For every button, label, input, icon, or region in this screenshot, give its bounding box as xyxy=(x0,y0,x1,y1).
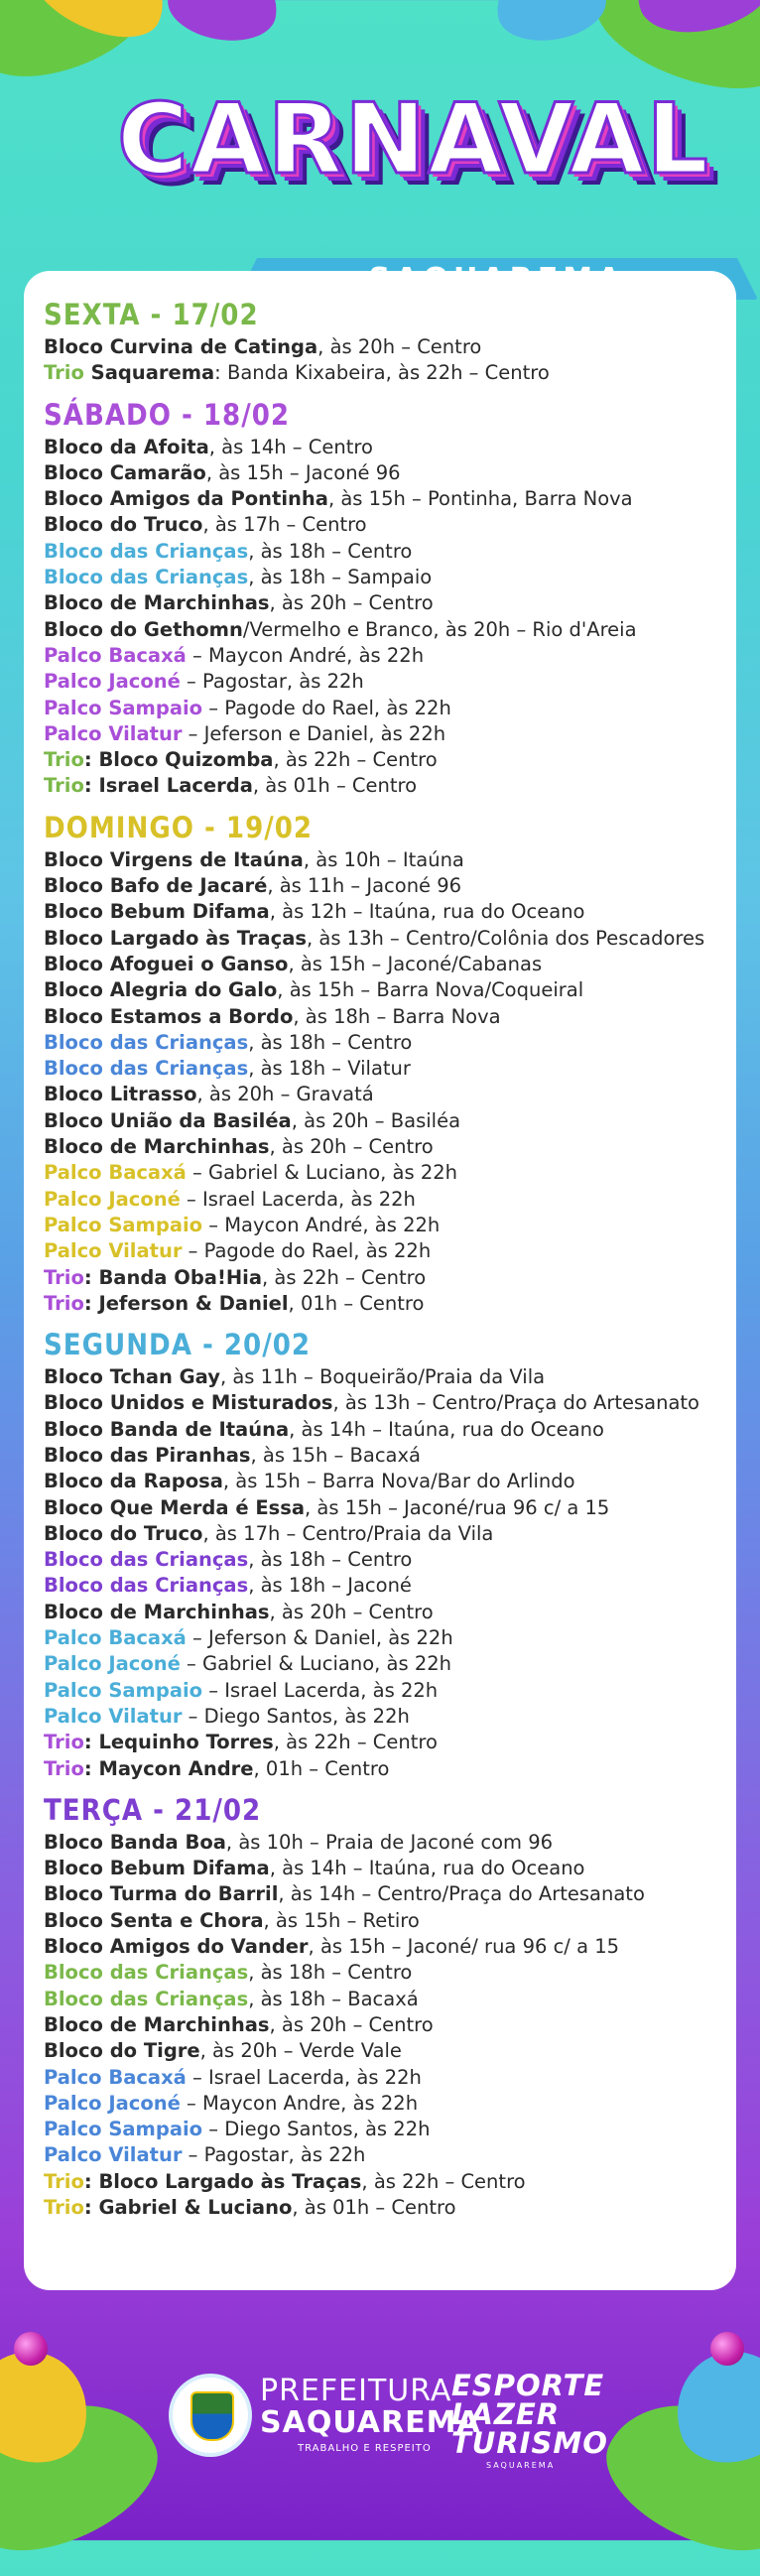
event-details: – Pagostar, às 22h xyxy=(180,670,364,694)
event-item xyxy=(44,2065,718,2091)
event-name: Palco Sampaio xyxy=(44,1213,203,1236)
event-item xyxy=(44,1417,718,1443)
event-name: Palco Bacaxá xyxy=(44,1161,187,1185)
event-details: – Diego Santos, às 22h xyxy=(202,2118,431,2141)
prefeitura-crest-icon xyxy=(173,2378,248,2453)
event-name: Bloco da Raposa xyxy=(44,1470,223,1493)
event-details: , às 20h – Centro xyxy=(269,591,434,615)
event-details: , às 20h – Basiléa xyxy=(291,1108,461,1132)
event-name: Palco Vilatur xyxy=(44,1704,183,1728)
day-section xyxy=(44,395,718,800)
event-details: , às 22h – Centro xyxy=(262,1265,427,1289)
event-item xyxy=(44,486,718,512)
secretaria-sub: SAQUAREMA xyxy=(486,2461,556,2470)
event-name: Bloco das Crianças xyxy=(44,1961,249,1985)
event-name: Trio xyxy=(44,1291,84,1315)
event-details: – Jeferson e Daniel, às 22h xyxy=(182,721,446,745)
event-item xyxy=(44,1082,718,1107)
event-item xyxy=(44,1108,718,1134)
event-item xyxy=(44,1678,718,1704)
event-item xyxy=(44,1004,718,1030)
event-item xyxy=(44,2117,718,2142)
event-details: , às 14h – Centro xyxy=(208,435,373,458)
event-item xyxy=(44,460,718,486)
event-name: Bloco do Gethomn xyxy=(44,617,243,641)
event-details: , às 15h – Pontinha, Barra Nova xyxy=(327,487,633,511)
event-item xyxy=(44,1390,718,1416)
event-item xyxy=(44,1600,718,1625)
event-item xyxy=(44,1521,718,1547)
event-details: , às 10h – Praia de Jaconé com 96 xyxy=(225,1830,554,1854)
event-name: Trio xyxy=(44,2196,84,2219)
event-item xyxy=(44,773,718,799)
event-name: Bloco Que Merda é Essa xyxy=(44,1495,306,1519)
event-name: Trio xyxy=(44,748,84,772)
event-item xyxy=(44,617,718,643)
event-item xyxy=(44,1056,718,1082)
event-details: , às 20h – Centro xyxy=(317,335,482,358)
schedule-list xyxy=(44,295,718,2229)
day-section xyxy=(44,808,718,1317)
event-item xyxy=(44,1030,718,1056)
event-item xyxy=(44,1213,718,1238)
event-name: Bloco das Crianças xyxy=(44,1030,249,1054)
event-item xyxy=(44,926,718,952)
event-item xyxy=(44,1443,718,1469)
event-name: Bloco Largado às Traças xyxy=(44,926,307,950)
prefeitura-name: PREFEITURA xyxy=(260,2374,452,2408)
decor-ball-right xyxy=(710,2332,744,2366)
event-details: , às 01h – Centro xyxy=(252,774,418,798)
event-item xyxy=(44,1730,718,1755)
event-act: : Maycon Andre xyxy=(83,1756,254,1780)
event-details: , às 17h – Centro xyxy=(202,513,367,537)
event-item xyxy=(44,1625,718,1651)
event-details: , às 18h – Centro xyxy=(248,1548,413,1572)
title-logo xyxy=(117,83,710,212)
event-name: Bloco das Crianças xyxy=(44,566,249,589)
event-item xyxy=(44,847,718,873)
event-details: , às 20h – Centro xyxy=(269,1135,434,1159)
event-name: Bloco Bebum Difama xyxy=(44,900,270,924)
event-details: , às 15h – Barra Nova/Coqueiral xyxy=(277,978,584,1002)
event-item xyxy=(44,721,718,747)
event-details: – Maycon Andre, às 22h xyxy=(180,2091,419,2115)
event-details: , às 22h – Centro xyxy=(361,2169,526,2193)
event-act: : Lequinho Torres xyxy=(83,1731,274,1754)
event-details: , às 15h – Jaconé 96 xyxy=(205,460,401,484)
event-details: , às 17h – Centro/Praia da Vila xyxy=(202,1521,494,1545)
event-item xyxy=(44,1881,718,1907)
event-item xyxy=(44,1830,718,1856)
page-title: CARNAVAL xyxy=(117,83,710,196)
event-item xyxy=(44,1547,718,1573)
event-details: , às 10h – Itaúna xyxy=(303,847,464,871)
day-title: SEXTA - 17/02 xyxy=(44,298,259,331)
event-name: Bloco Banda de Itaúna xyxy=(44,1417,290,1441)
event-item xyxy=(44,1934,718,1960)
event-item xyxy=(44,539,718,565)
event-name: Bloco Bebum Difama xyxy=(44,1857,270,1880)
event-name: Bloco das Crianças xyxy=(44,1548,249,1572)
event-details: , às 14h – Itaúna, rua do Oceano xyxy=(269,1857,585,1880)
event-details: , às 14h – Centro/Praça do Artesanato xyxy=(278,1882,645,1906)
event-item xyxy=(44,2012,718,2038)
event-name: Trio xyxy=(44,361,84,385)
event-name: Palco Bacaxá xyxy=(44,643,187,667)
event-details: , às 15h – Bacaxá xyxy=(250,1443,421,1467)
event-details: – Pagostar, às 22h xyxy=(182,2143,366,2167)
event-act: : Israel Lacerda xyxy=(83,774,253,798)
event-name: Bloco Curvina de Catinga xyxy=(44,335,318,358)
event-item xyxy=(44,512,718,538)
header xyxy=(0,0,760,258)
event-details: , às 22h – Centro xyxy=(273,748,438,772)
footer xyxy=(0,2312,760,2540)
event-act: : Jeferson & Daniel xyxy=(83,1291,289,1315)
event-name: Palco Sampaio xyxy=(44,1678,203,1702)
event-details: , às 18h – Barra Nova xyxy=(293,1004,501,1028)
event-name: Bloco de Marchinhas xyxy=(44,1600,270,1623)
event-act: Saquarema xyxy=(83,361,215,385)
event-name: Palco Sampaio xyxy=(44,2118,203,2141)
event-item xyxy=(44,1651,718,1677)
event-name: Bloco Camarão xyxy=(44,460,206,484)
event-item xyxy=(44,643,718,669)
event-item xyxy=(44,1469,718,1494)
event-item xyxy=(44,1987,718,2012)
event-item xyxy=(44,1160,718,1186)
event-item xyxy=(44,360,718,386)
event-item xyxy=(44,1364,718,1390)
event-details: , às 15h – Barra Nova/Bar do Arlindo xyxy=(222,1470,575,1493)
event-name: Bloco de Marchinhas xyxy=(44,1135,270,1159)
event-name: Trio xyxy=(44,1731,84,1754)
event-item xyxy=(44,1756,718,1782)
event-name: Bloco das Piranhas xyxy=(44,1443,251,1467)
day-section xyxy=(44,1325,718,1782)
event-name: Palco Bacaxá xyxy=(44,2065,187,2089)
event-details: , às 15h – Jaconé/Cabanas xyxy=(288,952,543,975)
event-name: Palco Jaconé xyxy=(44,670,181,694)
event-item xyxy=(44,747,718,773)
event-name: Palco Jaconé xyxy=(44,1652,181,1676)
event-act: : Gabriel & Luciano xyxy=(83,2196,293,2219)
event-name: Bloco Amigos da Pontinha xyxy=(44,487,328,511)
event-name: Bloco Alegria do Galo xyxy=(44,978,278,1002)
event-name: Bloco Unidos e Misturados xyxy=(44,1391,333,1415)
event-name: Palco Vilatur xyxy=(44,2143,183,2167)
event-name: Bloco das Crianças xyxy=(44,1057,249,1081)
event-name: Bloco União da Basiléa xyxy=(44,1108,292,1132)
prefeitura-city: SAQUAREMA xyxy=(260,2405,481,2440)
event-item xyxy=(44,899,718,925)
event-act: : Bloco Largado às Traças xyxy=(83,2169,362,2193)
event-name: Bloco Amigos do Vander xyxy=(44,1935,309,1959)
event-details: – Israel Lacerda, às 22h xyxy=(202,1678,439,1702)
event-item xyxy=(44,2142,718,2168)
event-name: Bloco do Truco xyxy=(44,513,203,537)
event-name: Bloco das Crianças xyxy=(44,1987,249,2010)
event-name: Bloco de Marchinhas xyxy=(44,2012,270,2036)
event-name: Bloco Banda Boa xyxy=(44,1830,226,1854)
event-details: , às 14h – Itaúna, rua do Oceano xyxy=(289,1417,604,1441)
event-details: – Maycon André, às 22h xyxy=(202,1213,441,1236)
event-name: Palco Sampaio xyxy=(44,696,203,719)
event-name: Trio xyxy=(44,1265,84,1289)
event-name: Bloco Virgens de Itaúna xyxy=(44,847,304,871)
secretaria-line-turismo: TURISMO xyxy=(451,2426,608,2460)
event-name: Trio xyxy=(44,774,84,798)
event-details: – Jeferson & Daniel, às 22h xyxy=(186,1626,453,1650)
event-details: , às 18h – Centro xyxy=(248,1961,413,1985)
event-act: : Banda Oba!Hia xyxy=(83,1265,263,1289)
event-name: Bloco Tchan Gay xyxy=(44,1365,220,1389)
event-name: Palco Vilatur xyxy=(44,1239,183,1263)
event-name: Bloco Litrasso xyxy=(44,1083,197,1106)
event-name: Bloco das Crianças xyxy=(44,539,249,563)
event-details: – Pagode do Rael, às 22h xyxy=(202,696,451,719)
event-item xyxy=(44,1573,718,1599)
event-details: – Israel Lacerda, às 22h xyxy=(180,1187,416,1211)
event-act: : Bloco Quizomba xyxy=(83,748,274,772)
event-item xyxy=(44,1960,718,1986)
event-item xyxy=(44,1134,718,1160)
event-item xyxy=(44,873,718,899)
event-details: , às 15h – Jaconé/rua 96 c/ a 15 xyxy=(305,1495,610,1519)
event-details: – Diego Santos, às 22h xyxy=(182,1704,410,1728)
event-name: Trio xyxy=(44,1756,84,1780)
event-details: , às 15h – Jaconé/ rua 96 c/ a 15 xyxy=(308,1935,620,1959)
event-details: , às 01h – Centro xyxy=(292,2196,456,2219)
event-name: Bloco das Crianças xyxy=(44,1574,249,1598)
event-name: Bloco Bafo de Jacaré xyxy=(44,874,268,898)
event-details: , às 18h – Sampaio xyxy=(248,566,433,589)
event-item xyxy=(44,1187,718,1213)
event-details: , às 12h – Itaúna, rua do Oceano xyxy=(269,900,585,924)
secretaria-line-lazer: LAZER xyxy=(451,2397,561,2431)
schedule-card xyxy=(24,271,736,2290)
event-item xyxy=(44,1265,718,1291)
event-details: – Maycon André, às 22h xyxy=(186,643,425,667)
event-name: Bloco Senta e Chora xyxy=(44,1908,264,1932)
secretaria-logo xyxy=(451,2369,608,2460)
event-item xyxy=(44,2195,718,2221)
event-name: Bloco de Marchinhas xyxy=(44,591,270,615)
event-item xyxy=(44,565,718,590)
day-title: SEGUNDA - 20/02 xyxy=(44,1328,312,1362)
event-name: Palco Vilatur xyxy=(44,721,183,745)
event-details: , 01h – Centro xyxy=(288,1291,425,1315)
event-item xyxy=(44,1238,718,1264)
event-item xyxy=(44,952,718,977)
secretaria-line-esporte: ESPORTE xyxy=(451,2369,605,2402)
event-name: Bloco da Afoita xyxy=(44,435,209,458)
day-title: SÁBADO - 18/02 xyxy=(44,397,291,432)
event-name: Bloco do Tigre xyxy=(44,2039,200,2063)
event-name: Bloco do Truco xyxy=(44,1521,203,1545)
event-details: /Vermelho e Branco, às 20h – Rio d'Areia xyxy=(242,617,637,641)
event-details: , às 13h – Centro/Colônia dos Pescadores xyxy=(306,926,705,950)
event-item xyxy=(44,2091,718,2117)
event-item xyxy=(44,2169,718,2195)
event-details: – Gabriel & Luciano, às 22h xyxy=(180,1652,452,1676)
event-details: , às 18h – Centro xyxy=(248,1030,413,1054)
event-item xyxy=(44,1908,718,1934)
prefeitura-slogan: TRABALHO E RESPEITO xyxy=(298,2443,432,2454)
decor-ball-left xyxy=(14,2332,48,2366)
event-details: , às 18h – Jaconé xyxy=(248,1574,412,1598)
event-details: – Israel Lacerda, às 22h xyxy=(186,2065,422,2089)
event-item xyxy=(44,435,718,460)
event-details: , às 13h – Centro/Praça do Artesanato xyxy=(332,1391,699,1415)
event-name: Palco Jaconé xyxy=(44,2091,181,2115)
event-details: , às 11h – Boqueirão/Praia da Vila xyxy=(219,1365,546,1389)
event-name: Bloco Afoguei o Ganso xyxy=(44,952,289,975)
event-item xyxy=(44,977,718,1003)
event-item xyxy=(44,2038,718,2064)
event-details: , às 20h – Gravatá xyxy=(196,1083,374,1106)
event-name: Palco Jaconé xyxy=(44,1187,181,1211)
event-details: , às 20h – Centro xyxy=(269,1600,434,1623)
event-details: , às 11h – Jaconé 96 xyxy=(267,874,462,898)
event-details: , às 18h – Vilatur xyxy=(248,1057,411,1081)
event-details: – Gabriel & Luciano, às 22h xyxy=(186,1161,458,1185)
event-name: Bloco Turma do Barril xyxy=(44,1882,279,1906)
event-item xyxy=(44,590,718,616)
event-details: , às 20h – Verde Vale xyxy=(199,2039,402,2063)
event-item xyxy=(44,669,718,695)
event-details: , às 15h – Retiro xyxy=(263,1908,420,1932)
event-details: : Banda Kixabeira, às 22h – Centro xyxy=(214,361,550,385)
event-details: , às 18h – Bacaxá xyxy=(248,1987,419,2010)
event-details: , às 20h – Centro xyxy=(269,2012,434,2036)
event-details: , às 18h – Centro xyxy=(248,539,413,563)
event-item xyxy=(44,1856,718,1881)
day-section xyxy=(44,295,718,387)
event-details: , às 22h – Centro xyxy=(273,1731,438,1754)
event-name: Trio xyxy=(44,2169,84,2193)
event-name: Palco Bacaxá xyxy=(44,1626,187,1650)
day-section xyxy=(44,1790,718,2221)
event-item xyxy=(44,1495,718,1521)
event-item xyxy=(44,1291,718,1317)
day-title: DOMINGO - 19/02 xyxy=(44,810,314,844)
event-details: , 01h – Centro xyxy=(253,1756,390,1780)
event-item xyxy=(44,334,718,360)
day-title: TERÇA - 21/02 xyxy=(44,1792,262,1827)
event-item xyxy=(44,1704,718,1730)
event-details: – Pagode do Rael, às 22h xyxy=(182,1239,432,1263)
event-item xyxy=(44,696,718,721)
event-name: Bloco Estamos a Bordo xyxy=(44,1004,294,1028)
